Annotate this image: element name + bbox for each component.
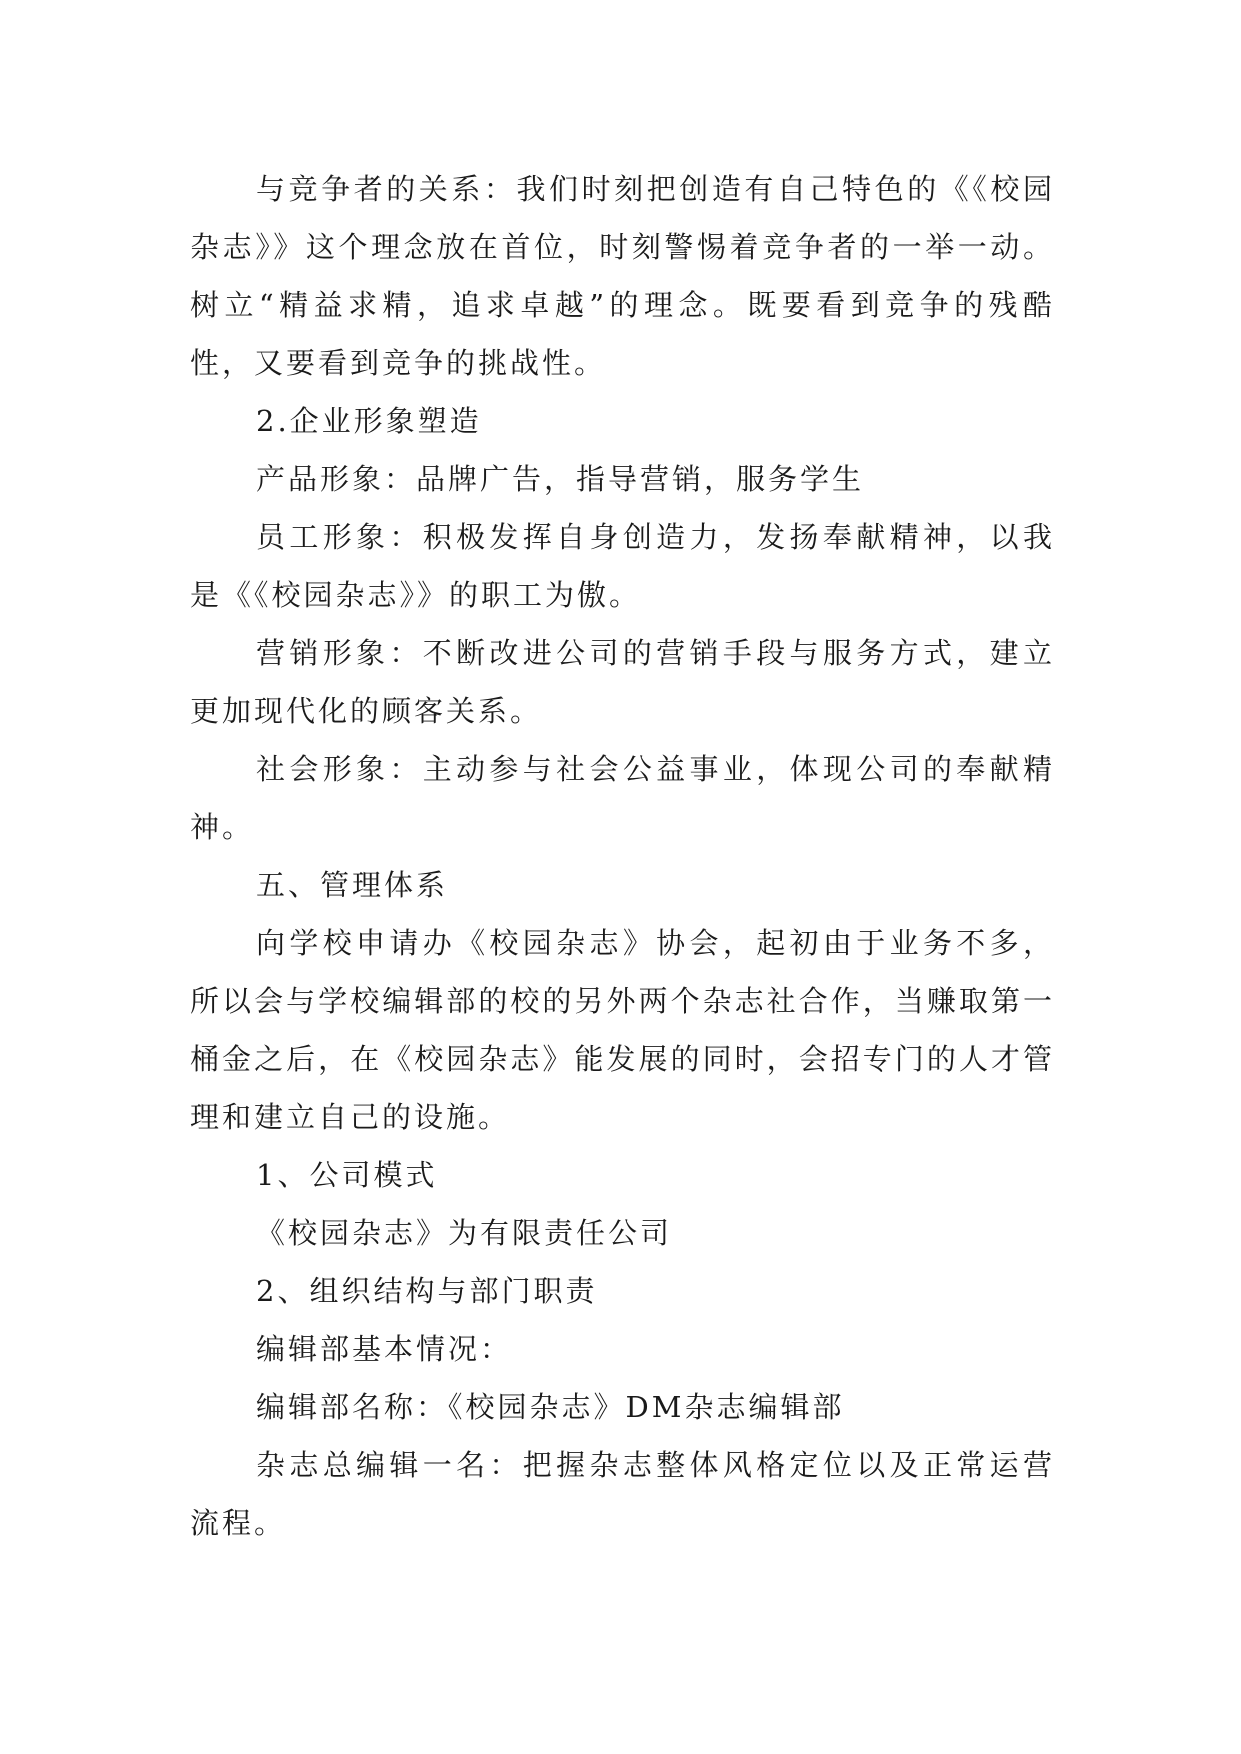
heading-org-structure: 2、组织结构与部门职责 [256, 1274, 598, 1308]
heading-company-model: 1、公司模式 [256, 1158, 438, 1192]
document-body [190, 160, 1055, 1552]
paragraph-editorial-name: 编辑部名称：《校园杂志》DM杂志编辑部 [256, 1390, 845, 1424]
paragraph-chief-editor: 杂志总编辑一名：把握杂志整体风格定位以及正常运营流程。 [190, 1448, 1055, 1540]
paragraph-product-image: 产品形象：品牌广告，指导营销，服务学生 [256, 462, 865, 496]
paragraph-management-intro: 向学校申请办《校园杂志》协会，起初由于业务不多，所以会与学校编辑部的校的另外两个杂志社合作，当赚取第一桶金之后，在《校园杂志》能发展的同时，会招专门的人才管理和建立自己的设施。 [190, 926, 1055, 1134]
paragraph-company-model: 《校园杂志》为有限责任公司 [256, 1216, 673, 1250]
heading-corporate-image: 2.企业形象塑造 [256, 404, 482, 438]
paragraph-social-image: 社会形象：主动参与社会公益事业，体现公司的奉献精神。 [190, 752, 1055, 844]
paragraph-competitor-relation: 与竞争者的关系：我们时刻把创造有自己特色的《《校园杂志》》这个理念放在首位，时刻警惕着竞争者的一举一动。树立“精益求精，追求卓越”的理念。既要看到竞争的残酷性，又要看到竞争的挑战性。 [190, 172, 1055, 380]
heading-management-system: 五、管理体系 [256, 868, 449, 902]
paragraph-employee-image: 员工形象：积极发挥自身创造力，发扬奉献精神，以我是《《校园杂志》》的职工为傲。 [190, 520, 1055, 612]
paragraph-marketing-image: 营销形象：不断改进公司的营销手段与服务方式，建立更加现代化的顾客关系。 [190, 636, 1055, 728]
paragraph-editorial-basic: 编辑部基本情况： [256, 1332, 513, 1366]
